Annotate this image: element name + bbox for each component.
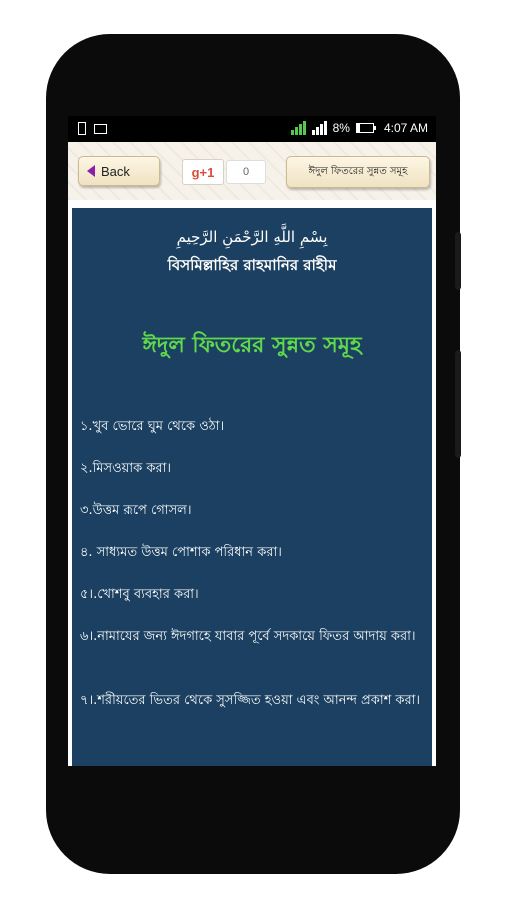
power-button — [455, 350, 461, 458]
list-item: ৩.উত্তম রূপে গোসল। — [80, 503, 192, 518]
google-plus-one-button[interactable]: g+1 — [182, 159, 224, 185]
screen — [68, 116, 436, 766]
list-item: ৭।.শরীয়তের ভিতর থেকে সুসজ্জিত হওয়া এবং আনন্দ প্রকাশ করা। — [80, 693, 421, 708]
toolbar — [68, 142, 436, 200]
image-icon — [94, 124, 107, 134]
list-item: ১.খুব ভোরে ঘুম থেকে ওঠা। — [80, 419, 225, 434]
bismillah-text: বিসমিল্লাহির রাহমানির রাহীম — [167, 256, 337, 274]
page-heading: ঈদুল ফিতরের সুন্নত সমূহ — [142, 333, 362, 358]
battery-percent: 8% — [332, 121, 350, 135]
list-item: ৫।.খোশবু ব্যবহার করা। — [80, 587, 199, 602]
back-arrow-icon — [87, 165, 95, 177]
battery-alert-icon — [78, 122, 86, 135]
arabic-bismillah: بِسْمِ اللَّهِ الرَّحْمَنِ الرَّحِيمِ — [176, 228, 328, 246]
signal-icon-2 — [312, 121, 327, 135]
clock: 4:07 AM — [383, 121, 428, 135]
list-item: ২.মিসওয়াক করা। — [80, 461, 171, 476]
back-label: Back — [101, 163, 130, 179]
status-bar — [68, 116, 436, 142]
article-content — [72, 208, 432, 766]
page-title-button[interactable]: ঈদুল ফিতরের সুন্নত সমূহ — [286, 156, 430, 188]
battery-icon — [356, 123, 374, 133]
list-item: ৬।.নামাযের জন্য ঈদগাহে যাবার পূর্বে সদকায়ে ফিতর আদায় করা। — [80, 629, 416, 644]
list-item: ৪. সাধ্যমত উত্তম পোশাক পরিধান করা। — [80, 545, 282, 560]
plus-one-count: 0 — [226, 160, 266, 184]
volume-button — [455, 232, 461, 290]
back-button[interactable] — [78, 156, 160, 186]
signal-icon — [291, 121, 306, 135]
